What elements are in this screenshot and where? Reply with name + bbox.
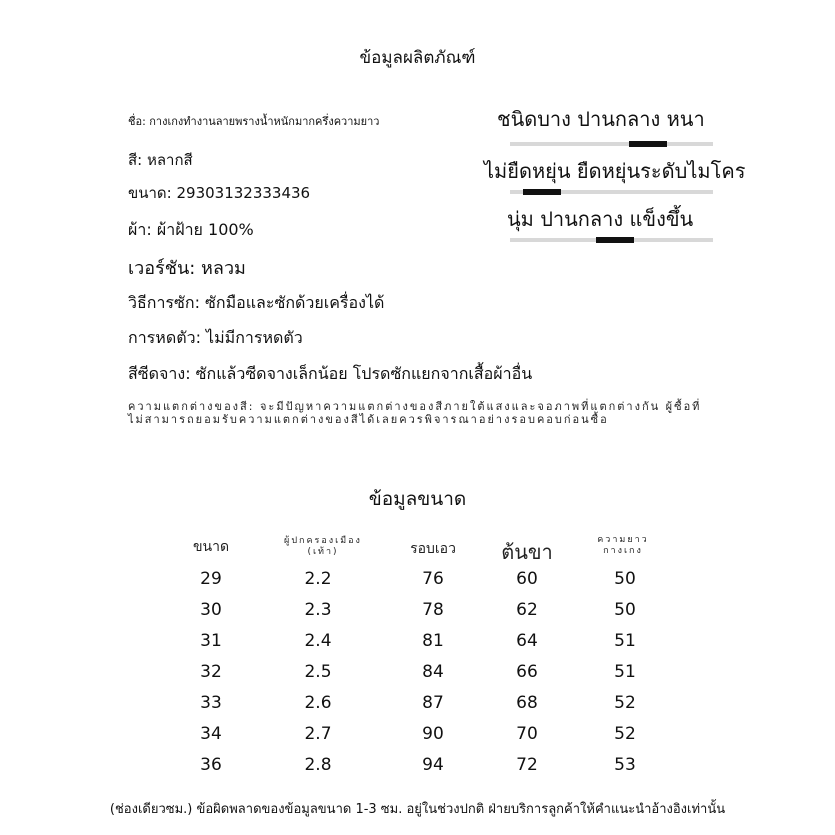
header-thigh: ต้นขา <box>501 540 553 564</box>
cell-waist: 81 <box>422 631 444 651</box>
cell-thigh: 66 <box>516 662 538 682</box>
header-hip: ผู้ปกครองเมือง (เท้า) <box>284 536 362 557</box>
cell-waist: 78 <box>422 600 444 620</box>
cell-length: 52 <box>614 724 636 744</box>
size-info-title: ข้อมูลขนาด <box>368 488 467 510</box>
cell-size: 30 <box>200 600 222 620</box>
thickness-scale-track <box>510 142 713 146</box>
cell-hip: 2.2 <box>304 569 332 589</box>
cell-hip: 2.5 <box>304 662 332 682</box>
cell-hip: 2.7 <box>304 724 332 744</box>
product-fit: เวอร์ชัน: หลวม <box>128 258 246 279</box>
stretch-scale-marker <box>523 189 561 195</box>
product-wash-method: วิธีการซัก: ซักมือและซักด้วยเครื่องได้ <box>128 293 385 312</box>
cell-size: 33 <box>200 693 222 713</box>
cell-length: 52 <box>614 693 636 713</box>
cell-size: 36 <box>200 755 222 775</box>
cell-size: 34 <box>200 724 222 744</box>
softness-scale-track <box>510 238 713 242</box>
product-color: สี: หลากสี <box>128 151 193 169</box>
cell-thigh: 72 <box>516 755 538 775</box>
stretch-scale-label: ไม่ยืดหยุ่น ยืดหยุ่นระดับไมโคร <box>484 159 746 183</box>
cell-thigh: 68 <box>516 693 538 713</box>
cell-thigh: 60 <box>516 569 538 589</box>
header-length: ความยาวกางเกง <box>597 535 649 556</box>
cell-waist: 94 <box>422 755 444 775</box>
cell-hip: 2.3 <box>304 600 332 620</box>
cell-length: 50 <box>614 569 636 589</box>
header-size: ขนาด <box>192 539 230 555</box>
cell-size: 29 <box>200 569 222 589</box>
cell-length: 51 <box>614 662 636 682</box>
stretch-scale-track <box>510 190 713 194</box>
product-name: ชื่อ: กางเกงทำงานลายพรางน้ำหนักมากครึ่งความยาว <box>128 115 380 128</box>
color-difference-note: ความแตกต่างของสี: จะมีปัญหาความแตกต่างของสีภายใต้แสงและจอภาพที่แตกต่างกัน ผู้ซื้อที่ไม่สามารถยอมรับความแตกต่างของสีได้เลยควรพิจารณาอย่างรอบคอบก่อนซื้อ <box>128 400 702 426</box>
thickness-scale-marker <box>629 141 667 147</box>
product-fabric: ผ้า: ผ้าฝ้าย 100% <box>128 220 254 239</box>
cell-waist: 87 <box>422 693 444 713</box>
cell-length: 50 <box>614 600 636 620</box>
cell-length: 53 <box>614 755 636 775</box>
softness-scale-label: นุ่ม ปานกลาง แข็งขึ้น <box>507 207 694 231</box>
cell-thigh: 70 <box>516 724 538 744</box>
cell-hip: 2.4 <box>304 631 332 651</box>
cell-waist: 76 <box>422 569 444 589</box>
cell-waist: 84 <box>422 662 444 682</box>
thickness-scale-label: ชนิดบาง ปานกลาง หนา <box>497 107 705 131</box>
product-sizes: ขนาด: 29303132333436 <box>128 184 311 202</box>
cell-thigh: 64 <box>516 631 538 651</box>
product-shrinkage: การหดตัว: ไม่มีการหดตัว <box>128 328 303 347</box>
cell-hip: 2.6 <box>304 693 332 713</box>
cell-size: 31 <box>200 631 222 651</box>
product-info-title: ข้อมูลผลิตภัณฑ์ <box>359 48 476 68</box>
size-footnote: (ช่องเดียวซม.) ข้อผิดพลาดของข้อมูลขนาด 1-3 ซม. อยู่ในช่วงปกติ ฝ่ายบริการลูกค้าให้คำแนะนำอ้างอิงเท่านั้น <box>109 802 726 817</box>
cell-thigh: 62 <box>516 600 538 620</box>
softness-scale-marker <box>596 237 634 243</box>
cell-hip: 2.8 <box>304 755 332 775</box>
header-waist: รอบเอว <box>410 541 456 557</box>
product-fading: สีซีดจาง: ซักแล้วซีดจางเล็กน้อย โปรดซักแยกจากเสื้อผ้าอื่น <box>128 364 533 383</box>
cell-size: 32 <box>200 662 222 682</box>
cell-length: 51 <box>614 631 636 651</box>
cell-waist: 90 <box>422 724 444 744</box>
